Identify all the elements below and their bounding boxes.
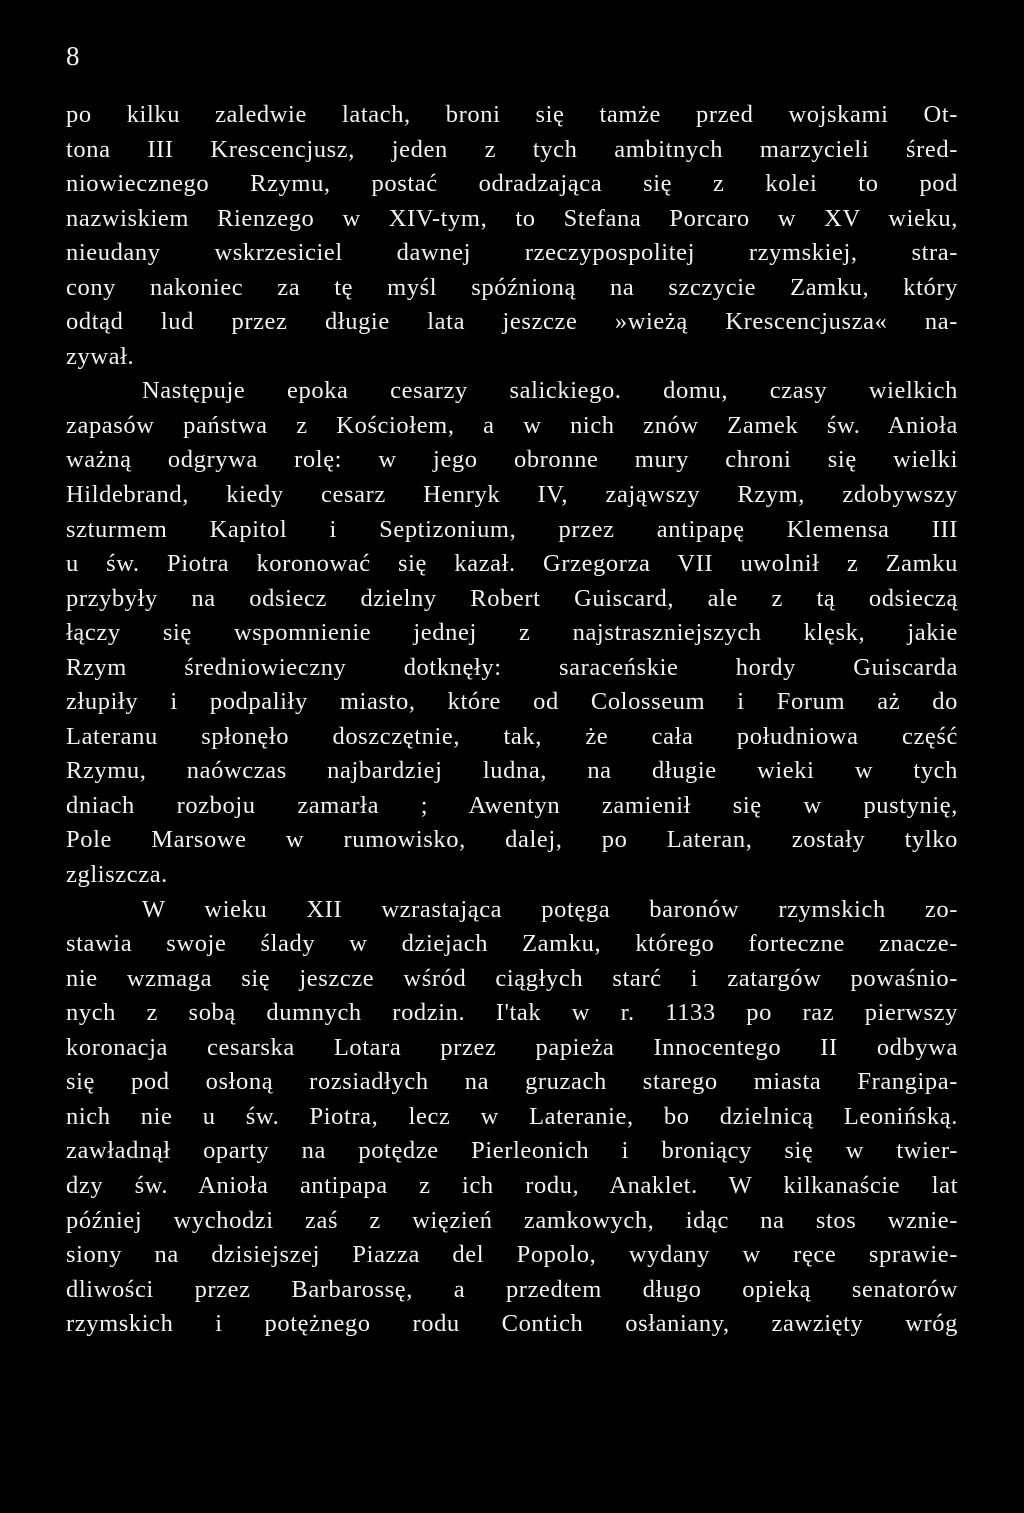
text-line: tona III Krescencjusz, jeden z tych ambitnych marzycieli śred- (66, 135, 958, 163)
text-line: koronacja cesarska Lotara przez papieża Innocentego II odbywa (66, 1033, 958, 1061)
text-line: niowiecznego Rzymu, postać odradzająca się z kolei to pod (66, 170, 958, 198)
text-line: nych z sobą dumnych rodzin. I'tak w r. 1133 po raz pierwszy (66, 999, 958, 1027)
text-line: później wychodzi zaś z więzień zamkowych, idąc na stos wznie- (66, 1206, 958, 1234)
text-line: się pod osłoną rozsiadłych na gruzach starego miasta Frangipa- (66, 1068, 958, 1096)
text-line: Rzym średniowieczny dotknęły: saraceńskie hordy Guiscarda (66, 653, 958, 681)
text-line: zgliszcza. (66, 861, 168, 889)
text-line: Hildebrand, kiedy cesarz Henryk IV, zająwszy Rzym, zdobywszy (66, 481, 958, 509)
text-line: Lateranu spłonęło doszczętnie, tak, że cała południowa część (66, 722, 958, 750)
text-line: siony na dzisiejszej Piazza del Popolo, wydany w ręce sprawie- (66, 1241, 958, 1269)
text-line: nie wzmaga się jeszcze wśród ciągłych starć i zatargów powaśnio- (66, 964, 958, 992)
page-number: 8 (66, 41, 81, 71)
text-line: u św. Piotra koronować się kazał. Grzegorza VII uwolnił z Zamku (66, 550, 958, 578)
text-line: dzy św. Anioła antipapa z ich rodu, Anaklet. W kilkanaście lat (66, 1171, 958, 1199)
text-line: łączy się wspomnienie jednej z najstraszniejszych klęsk, jakie (66, 619, 958, 647)
text-line: Rzymu, naówczas najbardziej ludna, na długie wieki w tych (66, 757, 958, 785)
body-text (66, 98, 958, 1342)
text-line: cony nakoniec za tę myśl spóźnioną na szczycie Zamku, który (66, 273, 958, 301)
text-line: przybyły na odsiecz dzielny Robert Guiscard, ale z tą odsieczą (66, 584, 958, 612)
text-line: nich nie u św. Piotra, lecz w Lateranie, bo dzielnicą Leonińską. (66, 1102, 958, 1130)
text-line: stawia swoje ślady w dziejach Zamku, którego forteczne znacze- (66, 930, 958, 958)
text-line: nieudany wskrzesiciel dawnej rzeczypospolitej rzymskiej, stra- (66, 239, 958, 267)
text-line: zawładnął oparty na potędze Pierleonich i broniący się w twier- (66, 1137, 958, 1165)
text-line: zapasów państwa z Kościołem, a w nich znów Zamek św. Anioła (66, 411, 958, 439)
text-line: zywał. (66, 342, 135, 370)
text-line: odtąd lud przez długie lata jeszcze »wieżą Krescencjusza« na- (66, 308, 958, 336)
text-line: rzymskich i potężnego rodu Contich osłaniany, zawzięty wróg (66, 1310, 958, 1338)
text-line: ważną odgrywa rolę: w jego obronne mury chroni się wielki (66, 446, 958, 474)
text-line: Pole Marsowe w rumowisko, dalej, po Lateran, zostały tylko (66, 826, 958, 854)
text-line: nazwiskiem Rienzego w XIV-tym, to Stefana Porcaro w XV wieku, (66, 204, 958, 232)
text-line: po kilku zaledwie latach, broni się tamże przed wojskami Ot- (66, 101, 958, 128)
text-line: W wieku XII wzrastająca potęga baronów rzymskich zo- (142, 895, 958, 923)
text-line: dniach rozboju zamarła ; Awentyn zamienił się w pustynię, (66, 791, 958, 819)
text-line: szturmem Kapitol i Septizonium, przez antipapę Klemensa III (66, 515, 958, 543)
text-line: dliwości przez Barbarossę, a przedtem długo opieką senatorów (66, 1275, 958, 1303)
text-line: złupiły i podpaliły miasto, które od Colosseum i Forum aż do (66, 688, 958, 716)
text-line: Następuje epoka cesarzy salickiego. domu, czasy wielkich (142, 377, 958, 405)
